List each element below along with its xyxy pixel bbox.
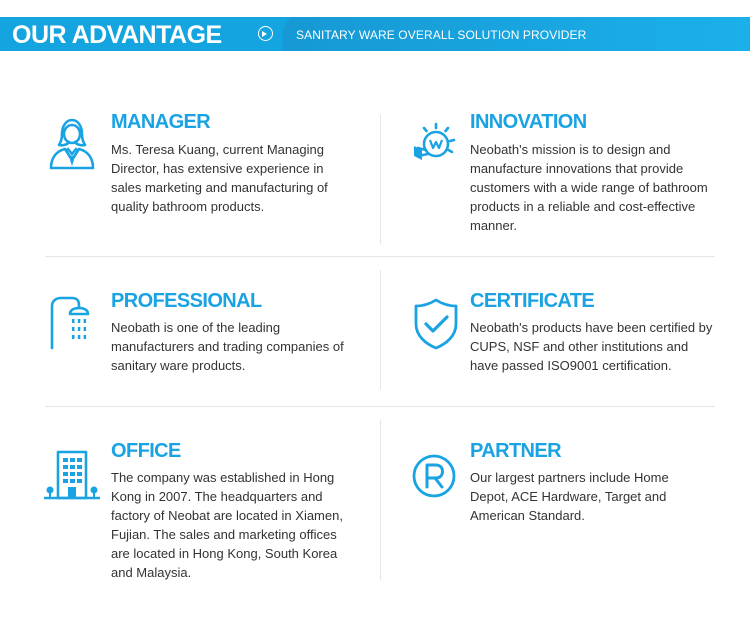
advantage-text: The company was established in Hong Kong in 2007. The headquarters and factory of Neobat are located in Xiamen, Fujian. The sales and marketing offices are located in Hong Kong, South Korea and Malaysia. xyxy=(111,470,343,580)
row-divider xyxy=(45,406,715,407)
lightbulb-icon xyxy=(410,116,462,172)
shield-check-icon xyxy=(410,296,462,352)
businesswoman-icon xyxy=(46,116,98,172)
advantage-text: Neobath is one of the leading manufacturers and trading companies of sanitary ware products. xyxy=(111,320,344,373)
advantage-title: OFFICE xyxy=(111,440,181,462)
advantage-title: INNOVATION xyxy=(470,111,587,133)
shower-icon xyxy=(46,294,98,350)
column-divider xyxy=(380,270,381,390)
advantage-text: Ms. Teresa Kuang, current Managing Director, has extensive experience in sales marketing and manufacturing of quality bathroom products. xyxy=(111,142,328,214)
column-divider xyxy=(380,114,381,244)
advantage-text: Our largest partners include Home Depot, ACE Hardware, Target and American Standard. xyxy=(470,470,669,523)
advantage-title: MANAGER xyxy=(111,111,211,133)
advantage-title: CERTIFICATE xyxy=(470,290,595,312)
row-divider xyxy=(45,256,715,257)
page-title: OUR ADVANTAGE xyxy=(12,21,222,49)
office-building-icon xyxy=(42,448,94,504)
section-header xyxy=(0,17,750,51)
chevron-right-circle-icon xyxy=(258,26,273,41)
advantage-title: PROFESSIONAL xyxy=(111,290,262,312)
advantage-title: PARTNER xyxy=(470,440,561,462)
advantage-text: Neobath's products have been certified by CUPS, NSF and other institutions and have passed ISO9001 certification. xyxy=(470,320,713,373)
column-divider xyxy=(380,420,381,580)
page-subtitle: SANITARY WARE OVERALL SOLUTION PROVIDER xyxy=(296,28,587,42)
registered-trademark-icon xyxy=(408,450,460,506)
advantage-text: Neobath's mission is to design and manufacture innovations that provide customers with a wide range of bathroom products in a reliable and cost-effective manner. xyxy=(470,142,708,233)
